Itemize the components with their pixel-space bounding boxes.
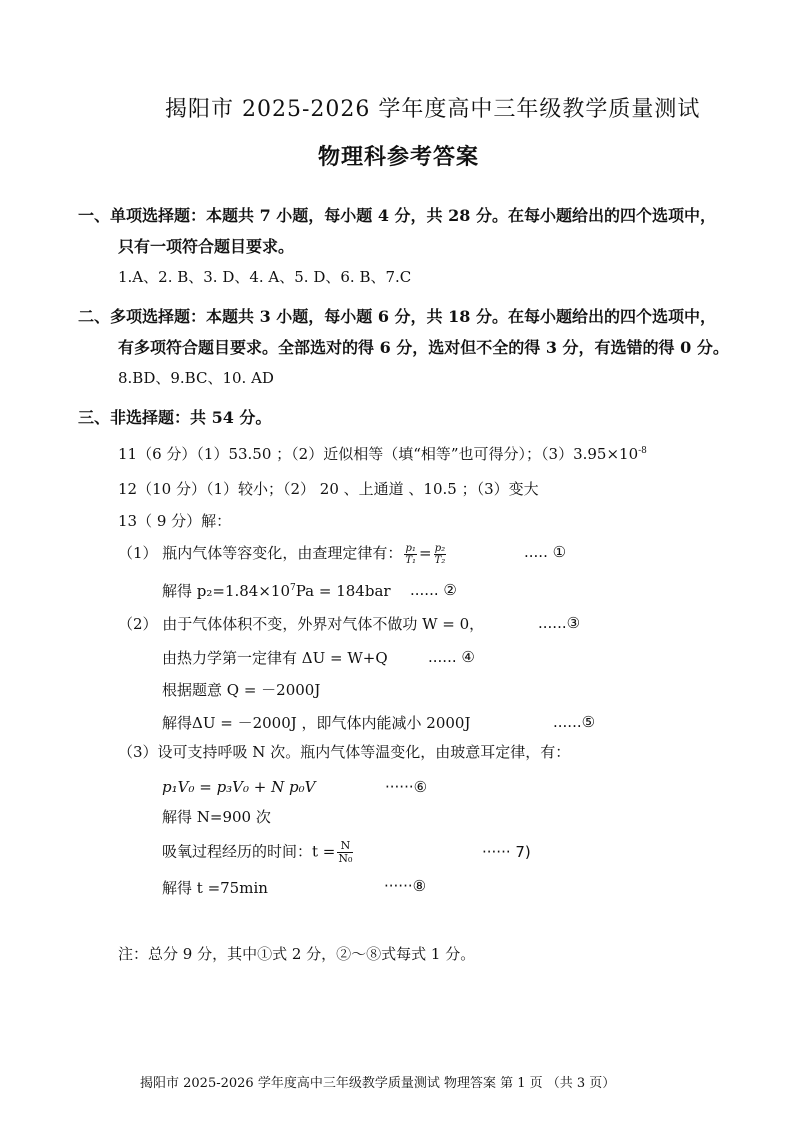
- q13-time-text: 吸氧过程经历的时间：t =: [162, 842, 336, 861]
- fraction-denominator: T₂: [434, 554, 446, 566]
- equation-marker-3: ......③: [538, 614, 581, 632]
- q13-result-exponent: 7: [290, 583, 296, 593]
- equation-marker-2: ...... ②: [410, 581, 457, 599]
- q13-time-result: 解得 t =75min: [162, 879, 268, 897]
- section-2-answers: 8.BD、9.BC、10. AD: [118, 369, 274, 387]
- section-1-answers: 1.A、2. B、3. D、4. A、5. D、6. B、7.C: [118, 268, 412, 286]
- section-1-heading-line-1: 一、单项选择题：本题共 7 小题，每小题 4 分，共 28 分。在每小题给出的四个选项中，: [78, 206, 716, 225]
- section-1-heading-line-2: 只有一项符合题目要求。: [118, 237, 295, 256]
- fraction-p2-t2: [434, 543, 447, 566]
- page-footer: 揭阳市 2025-2026 学年度高中三年级教学质量测试 物理答案 第 1 页 （共 3 页）: [140, 1076, 616, 1091]
- equation-marker-7: ······ 7): [482, 843, 531, 861]
- q13-result-unit: Pa = 184bar: [295, 582, 391, 600]
- q13-part1-text: （1） 瓶内气体等容变化，由查理定律有：: [118, 544, 403, 562]
- document-subtitle: 物理科参考答案: [318, 144, 480, 170]
- section-2-heading-line-1: 二、多项选择题：本题共 3 小题，每小题 6 分，共 18 分。在每小题给出的四个选项中，: [78, 307, 716, 326]
- q13-part1-result: [162, 580, 391, 601]
- fraction-denominator: N₀: [338, 852, 353, 865]
- q13-boyle-equation: p₁V₀ = p₃V₀ + N p₀V: [162, 778, 316, 796]
- q13-part3-line: （3）设可支持呼吸 N 次。瓶内气体等温变化，由玻意耳定律，有：: [118, 743, 571, 761]
- q13-given-line: 根据题意 Q = －2000J: [162, 681, 321, 699]
- fraction-numerator: N: [337, 840, 353, 853]
- fraction-denominator: T₁: [405, 554, 417, 566]
- equation-marker-1: ..... ①: [524, 543, 567, 561]
- equation-marker-6: ······⑥: [385, 778, 428, 796]
- section-2-heading-line-2: 有多项符合题目要求。全部选对的得 6 分，选对但不全的得 3 分，有选错的得 0 分。: [118, 338, 729, 357]
- fraction-numerator: p₂: [434, 542, 446, 554]
- equals-sign: =: [419, 544, 432, 562]
- q13-part2-line: （2） 由于气体体积不变，外界对气体不做功 W = 0，: [118, 615, 485, 633]
- question-12-answer: 12（10 分）（1）较小；（2） 20 、上通道 、10.5 ；（3）变大: [118, 480, 539, 498]
- fraction-p1-t1: [404, 543, 417, 566]
- q13-energy-result-line: 解得ΔU = －2000J ，即气体内能减小 2000J: [162, 714, 471, 732]
- equation-marker-5: ......⑤: [553, 713, 596, 731]
- fraction-numerator: p₁: [405, 542, 416, 554]
- q13-count-result: 解得 N=900 次: [162, 808, 271, 826]
- scoring-note: 注：总分 9 分，其中①式 2 分，②～⑧式每式 1 分。: [118, 945, 476, 963]
- question-11-text: 11（6 分）（1）53.50 ；（2）近似相等（填“相等”也可得分）；（3）3.95×10: [118, 445, 639, 463]
- document-title: 揭阳市 2025-2026 学年度高中三年级教学质量测试: [165, 97, 701, 122]
- q13-first-law-line: 由热力学第一定律有 ΔU = W+Q: [162, 649, 388, 667]
- q13-part1-line: [118, 542, 448, 566]
- section-3-heading: 三、非选择题：共 54 分。: [78, 408, 272, 427]
- q13-result-text: 解得 p₂=1.84×10: [162, 582, 291, 600]
- question-13-heading: 13（ 9 分）解：: [118, 512, 232, 530]
- question-11-exponent: -8: [638, 446, 647, 456]
- equation-marker-4: ...... ④: [428, 648, 475, 666]
- question-11-answer: [118, 443, 647, 464]
- fraction-n-n0: [337, 840, 353, 865]
- equation-marker-8: ······⑧: [384, 877, 427, 895]
- q13-time-line: [162, 840, 355, 865]
